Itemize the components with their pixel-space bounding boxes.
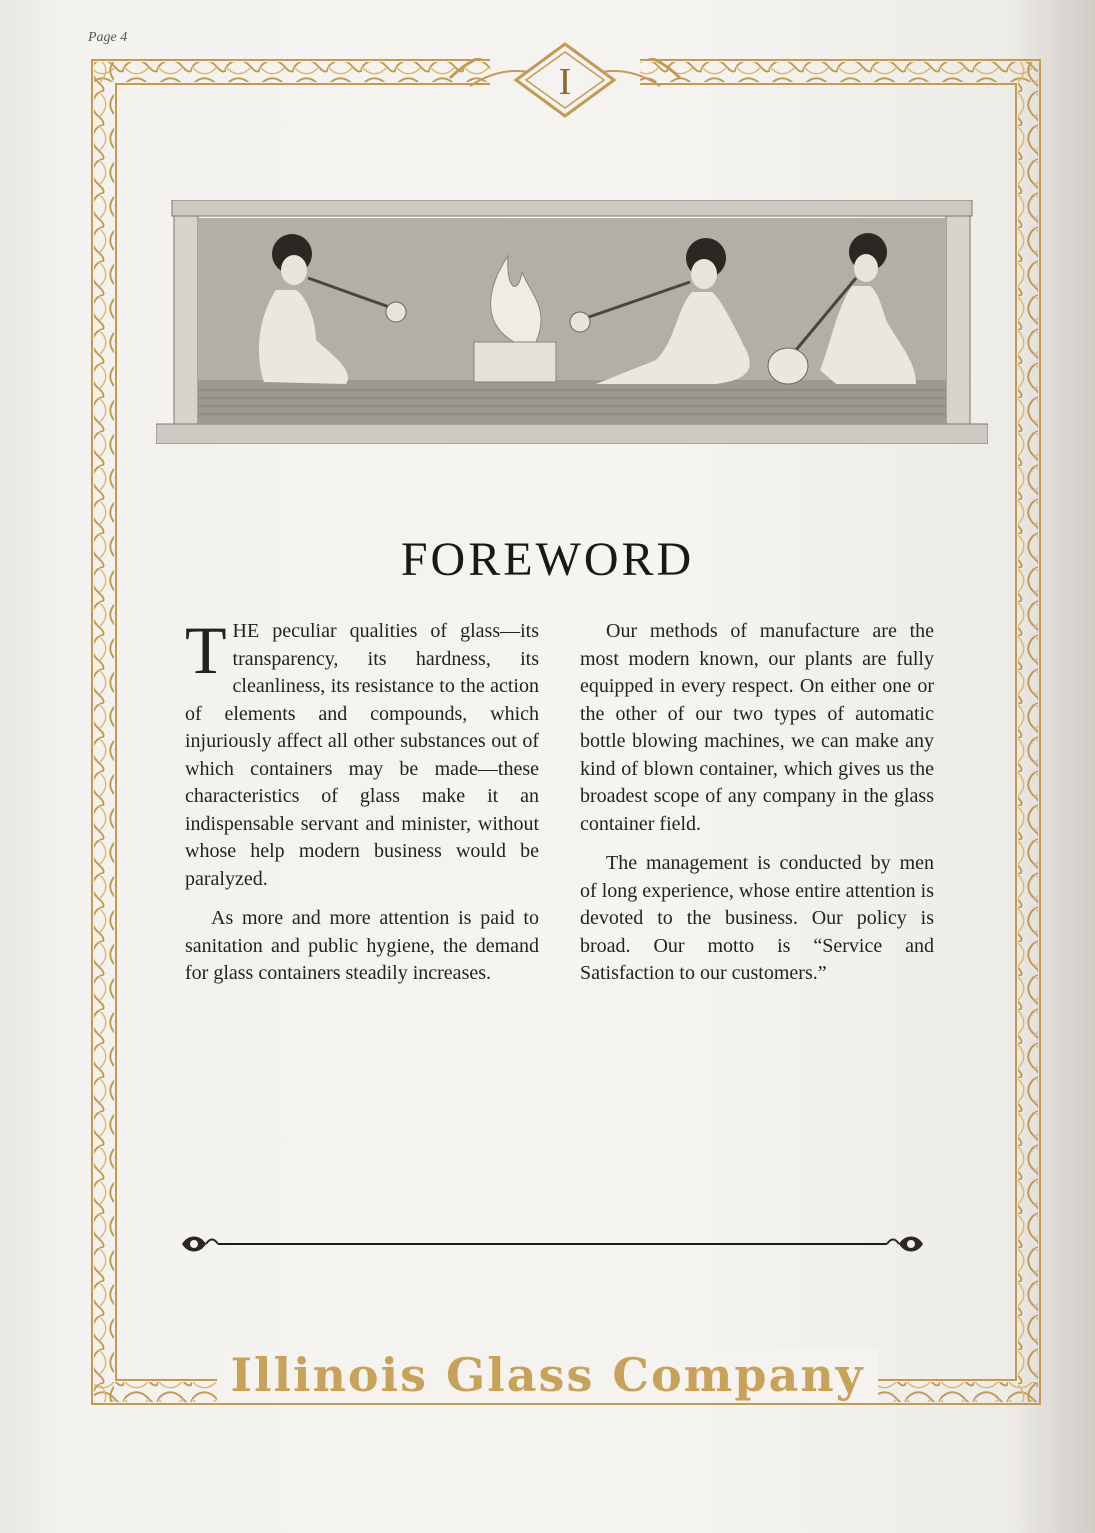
left-paragraph-2: As more and more attention is paid to sanitation and public hygiene, the demand for glass containers steadily increases. <box>185 907 539 984</box>
left-paragraph-1 <box>185 612 539 893</box>
emblem-letter: I <box>558 61 572 103</box>
page-title: FOREWORD <box>400 533 695 586</box>
right-column <box>580 618 934 1000</box>
right-paragraph-2: The management is conducted by men of long experience, whose entire attention is devoted to the business. Our policy is broad. Our motto is “Service and Satisfaction to our customers.” <box>580 852 934 984</box>
left-paragraph-1-text: HE peculiar qualities of glass—its transparency, its hardness, its cleanliness, its resistance to the action of elements and compounds, which injuriously affect all other substances out of which containers may be made—these characteristics of glass make it an indispensable servant and minister, without whose help modern business would be paralyzed. <box>185 620 539 890</box>
divider-rule <box>180 1232 925 1256</box>
footer-company-name <box>0 1340 1095 1410</box>
emblem-diamond <box>510 40 620 120</box>
footer-company-text: Illinois Glass Company <box>217 1348 879 1402</box>
scroll-ornament-right <box>887 1237 923 1252</box>
page-number: Page 4 <box>88 30 128 45</box>
glassblower-frieze <box>156 200 988 444</box>
drop-cap: T <box>185 612 227 688</box>
scroll-ornament-left <box>182 1237 218 1252</box>
right-paragraph-1: Our methods of manufacture are the most modern known, our plants are fully equipped in every respect. On either one or the other of our two types of automatic bottle blowing machines, we can make any kind of blown container, which gives us the broadest scope of any company in the glass container field. <box>580 620 934 835</box>
left-column <box>185 612 539 1000</box>
